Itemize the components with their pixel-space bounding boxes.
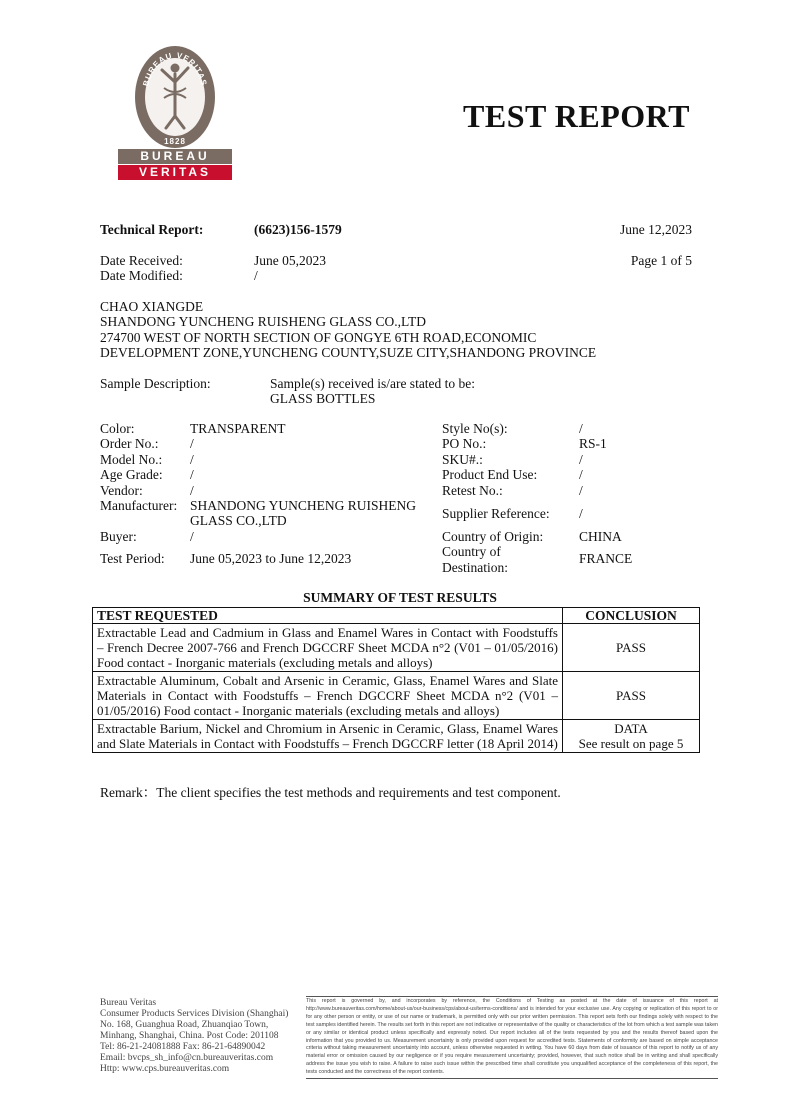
header-conclusion: CONCLUSION — [563, 608, 700, 624]
retest-no-label: Retest No.: — [442, 483, 503, 498]
manufacturer-value: SHANDONG YUNCHENG RUISHENG — [190, 498, 416, 513]
disclaimer-text: This report is governed by, and incorporates by reference, the Conditions of Testing as posted at the date of issuance of this report at http://www.bureauveritas.com/home/about-us/our-business/cps/about-us/terms-conditions/ and is intended for your exclusive use. Any copying or replication of this report to or for any other person or entity, or use of our name or trademark, is permitted only with our prior written permission. This report sets forth our findings solely with respect to the test samples identified herein. The results set forth in this report are not indicative or representative of the quality or characteristics of the lot from which a test sample was taken or any similar or identical product unless specifically and expressly noted. Our report includes all of the tests requested by you and the results thereof based upon the information that you provided to us. Measurement uncertainty is only provided upon request for accredited tests. Statements of conformity are based on simple acceptance criteria without taking measurement uncertainty into account, unless otherwise requested in writing. You have 60 days from date of issuance of this report to notify us of any material error or omission caused by our negligence or if you require measurement uncertainty; provided, however, that such notice shall be in writing and shall specifically address the issue you wish to raise. A failure to raise such issue within the prescribed time shall constitute you unqualified acceptance of the completeness of this report, the tests conducted and the correctness of the report contents. — [306, 998, 718, 1076]
logo-seal-icon — [138, 44, 212, 148]
retest-no-value: / — [579, 483, 583, 498]
header-test-requested: TEST REQUESTED — [93, 608, 563, 624]
logo-year: 1828 — [164, 137, 186, 146]
footer-address-line: Minhang, Shanghai, China. Post Code: 201108 — [100, 1031, 279, 1041]
sku-value: / — [579, 452, 583, 467]
conclusion-value: DATA — [614, 721, 648, 736]
footer-address-line: Bureau Veritas — [100, 998, 157, 1008]
footer-website: Http: www.cps.bureauveritas.com — [100, 1064, 230, 1074]
bureau-veritas-logo — [118, 44, 232, 180]
vendor-label: Vendor: — [100, 483, 143, 498]
logo-band-veritas: VERITAS — [118, 165, 232, 180]
country-of-origin-label: Country of Origin: — [442, 529, 544, 544]
technical-report-number: (6623)156-1579 — [254, 222, 342, 237]
technical-report-label: Technical Report: — [100, 222, 204, 237]
order-no-value: / — [190, 436, 194, 451]
applicant-line: SHANDONG YUNCHENG RUISHENG GLASS CO.,LTD — [100, 314, 427, 329]
applicant-line: CHAO XIANGDE — [100, 299, 204, 314]
summary-table — [92, 607, 700, 753]
footer-address — [100, 998, 288, 1075]
country-of-origin-value: CHINA — [579, 529, 622, 544]
test-requested-cell: Extractable Lead and Cadmium in Glass and Enamel Wares in Contact with Foodstuffs – French Decree 2007-766 and French DGCCRF Sheet MCDA n°2 (V01 – 01/05/2016) Food contact - Inorganic materials (excluding metals and alloys) — [93, 624, 563, 672]
country-of-destination-value: FRANCE — [579, 551, 633, 566]
po-no-value: RS-1 — [579, 436, 607, 451]
age-grade-value: / — [190, 467, 194, 482]
country-of-destination-label: Country of — [442, 544, 501, 559]
buyer-label: Buyer: — [100, 529, 137, 544]
style-no-label: Style No(s): — [442, 421, 508, 436]
supplier-reference-label: Supplier Reference: — [442, 506, 550, 521]
model-no-label: Model No.: — [100, 452, 163, 467]
date-modified-value: / — [254, 268, 258, 283]
test-period-value: June 05,2023 to June 12,2023 — [190, 551, 352, 566]
product-end-use-value: / — [579, 467, 583, 482]
color-value: TRANSPARENT — [190, 421, 286, 436]
age-grade-label: Age Grade: — [100, 467, 163, 482]
conclusion-value: PASS — [616, 640, 646, 655]
sample-description-label: Sample Description: — [100, 376, 211, 391]
remark: Remark：The client specifies the test methods and requirements and test component. — [100, 785, 561, 800]
footer-address-line: No. 168, Guanghua Road, Zhuanqiao Town, — [100, 1020, 269, 1030]
conclusion-cell — [563, 672, 700, 720]
date-modified-label: Date Modified: — [100, 268, 183, 283]
logo-ring-text: BUREAU VERITAS — [141, 50, 209, 88]
sample-description-line: Sample(s) received is/are stated to be: — [270, 376, 476, 391]
table-row — [93, 720, 700, 753]
manufacturer-value-line2: GLASS CO.,LTD — [190, 513, 287, 528]
footer-phone-fax: Tel: 86-21-24081888 Fax: 86-21-64890042 — [100, 1042, 266, 1052]
test-requested-cell: Extractable Barium, Nickel and Chromium in Arsenic in Ceramic, Glass, Enamel Wares and Slate Materials in Contact with Foodstuffs – French DGCCRF letter (18 April 2014) — [93, 720, 563, 753]
manufacturer-label: Manufacturer: — [100, 498, 178, 513]
applicant-line: 274700 WEST OF NORTH SECTION OF GONGYE 6TH ROAD,ECONOMIC — [100, 330, 537, 345]
model-no-value: / — [190, 452, 194, 467]
conclusion-note: See result on page 5 — [578, 736, 684, 751]
footer-email: Email: bvcps_sh_info@cn.bureauveritas.com — [100, 1053, 274, 1063]
sku-label: SKU#.: — [442, 452, 483, 467]
conclusion-value: PASS — [616, 688, 646, 703]
summary-header-row — [93, 608, 700, 624]
table-row — [93, 624, 700, 672]
order-no-label: Order No.: — [100, 436, 159, 451]
report-date: June 12,2023 — [620, 222, 692, 237]
table-row — [93, 672, 700, 720]
applicant-line: DEVELOPMENT ZONE,YUNCHENG COUNTY,SUZE CITY,SHANDONG PROVINCE — [100, 345, 597, 360]
style-no-value: / — [579, 421, 583, 436]
sample-description-line: GLASS BOTTLES — [270, 391, 376, 406]
page-number: Page 1 of 5 — [630, 253, 692, 268]
vendor-value: / — [190, 483, 194, 498]
test-period-label: Test Period: — [100, 551, 165, 566]
color-label: Color: — [100, 421, 135, 436]
footer-address-line: Consumer Products Services Division (Shanghai) — [100, 1009, 289, 1019]
date-received-value: June 05,2023 — [254, 253, 326, 268]
page-title: TEST REPORT — [463, 98, 690, 134]
conclusion-cell — [563, 624, 700, 672]
summary-title: SUMMARY OF TEST RESULTS — [303, 590, 497, 605]
country-of-destination-label-line2: Destination: — [442, 560, 508, 575]
date-received-label: Date Received: — [100, 253, 183, 268]
product-end-use-label: Product End Use: — [442, 467, 538, 482]
supplier-reference-value: / — [579, 506, 583, 521]
po-no-label: PO No.: — [442, 436, 487, 451]
test-requested-cell: Extractable Aluminum, Cobalt and Arsenic in Ceramic, Glass, Enamel Wares and Slate Materials in Contact with Foodstuffs – French DGCCRF Sheet MCDA n°2 (V01 – 01/05/2016) Food contact - Inorganic materials (excluding metals and alloys) — [93, 672, 563, 720]
buyer-value: / — [190, 529, 194, 544]
logo-band-bureau: BUREAU — [118, 149, 232, 164]
conclusion-cell — [563, 720, 700, 753]
footer-disclaimer — [306, 996, 718, 1079]
